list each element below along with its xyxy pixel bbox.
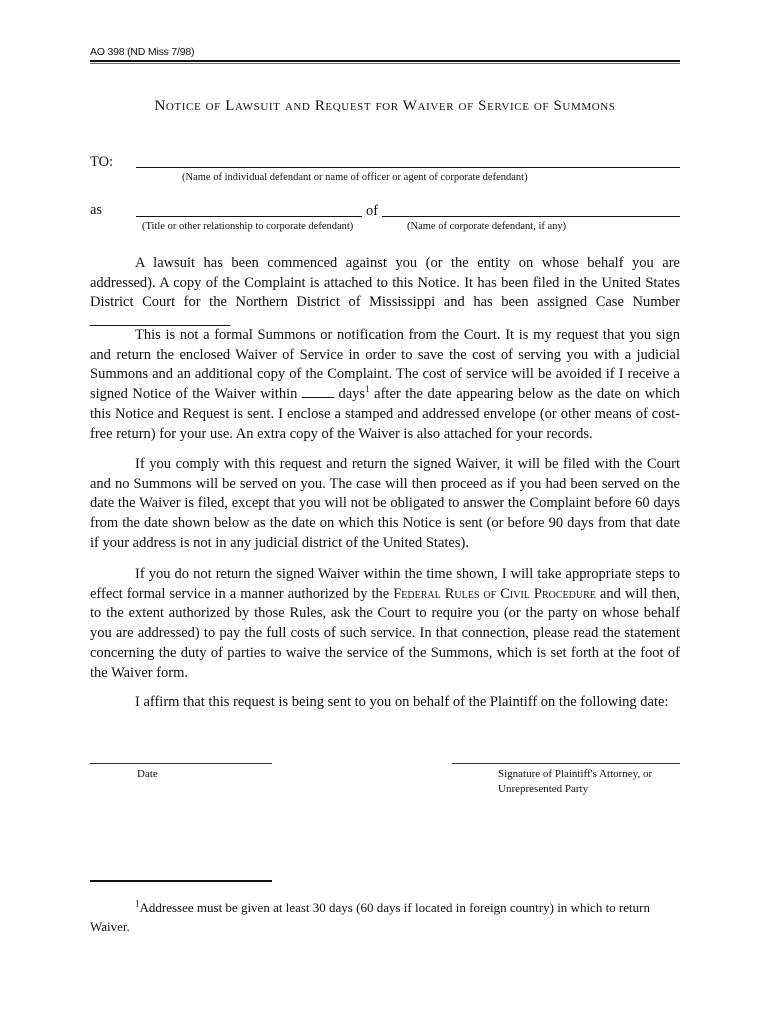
footnote-text: Addressee must be given at least 30 days (60 days if located in foreign country) in which to return Waiver. bbox=[90, 900, 650, 934]
paragraph-2-text-c: after the date appearing below as the date on which this Notice and Request is sent. I enclose a stamped and addressed envelope (or other means of cost-free return) for your use. An extra copy of the Waiver is also attached for your records. bbox=[90, 386, 681, 442]
case-number-field[interactable] bbox=[90, 313, 230, 326]
paragraph-1-text: A lawsuit has been commenced against you (or the entity on whose behalf you are addressed). A copy of the Complaint is attached to this Notice. It has been filed in the United States District Court for the Northern District of Mississippi and has been assigned Case Number bbox=[90, 255, 680, 311]
of-label: of bbox=[366, 203, 379, 219]
corporate-defendant-field[interactable] bbox=[382, 216, 680, 217]
federal-rules-reference: Federal Rules of Civil Procedure bbox=[393, 585, 596, 602]
paragraph-non-return bbox=[90, 565, 680, 683]
paragraph-affirmation: I affirm that this request is being sent to you on behalf of the Plaintiff on the following date: bbox=[135, 694, 669, 710]
paragraph-2-days: days bbox=[338, 386, 366, 403]
header-rule-thin bbox=[90, 63, 680, 64]
form-identifier: AO 398 (ND Miss 7/98) bbox=[90, 46, 195, 58]
defendant-name-caption: (Name of individual defendant or name of officer or agent of corporate defendant) bbox=[182, 172, 528, 183]
signature-label-line-2: Unrepresented Party bbox=[498, 783, 589, 795]
paragraph-lawsuit-notice bbox=[90, 254, 680, 333]
footnote bbox=[90, 898, 680, 936]
as-label: as bbox=[90, 202, 103, 218]
paragraph-2-text-a: This is not a formal Summons or notification from the Court. It is my request that you sign and return the enclosed Waiver of Service in order to save the cost of serving you with a judicial Summons and an additional copy of the Complaint. The cost of service will be avoided if I receive a signed Notice of the Waiver within bbox=[90, 327, 680, 403]
header-rule bbox=[90, 60, 680, 62]
corporate-defendant-caption: (Name of corporate defendant, if any) bbox=[407, 221, 567, 232]
paragraph-4-text-b: and will then, to the extent authorized by those Rules, ask the Court to require you (or the party on whose behalf you are addressed) to pay the full costs of such service. In that connection, please read the statement concerning the duty of parties to waive the service of the Summons, which is set forth at the foot of the Waiver form. bbox=[90, 585, 681, 681]
date-label: Date bbox=[137, 768, 158, 780]
footnote-marker: 1 bbox=[135, 898, 140, 909]
footnote-reference: 1 bbox=[365, 384, 370, 395]
paragraph-4-text-a: If you do not return the signed Waiver within the time shown, I will take appropriate steps to effect formal service in a manner authorized by the bbox=[90, 566, 680, 602]
defendant-name-field[interactable] bbox=[136, 167, 680, 168]
footnote-rule bbox=[90, 880, 272, 882]
paragraph-compliance: If you comply with this request and return the signed Waiver, it will be filed with the Court and no Summons will be served on you. The case will then proceed as if you had been served on the date the Waiver is filed, except that you will not be obligated to answer the Complaint before 60 days from the date shown below as the date on which this Notice is sent (or before 90 days from that date if your address is not in any judicial district of the United States). bbox=[90, 456, 680, 551]
signature-line[interactable] bbox=[452, 763, 680, 764]
title-relationship-caption: (Title or other relationship to corporate defendant) bbox=[142, 221, 354, 232]
days-field[interactable] bbox=[302, 385, 334, 398]
signature-label bbox=[498, 767, 652, 797]
document-title: Notice of Lawsuit and Request for Waiver of Service of Summons bbox=[154, 98, 616, 114]
title-relationship-field[interactable] bbox=[136, 216, 362, 217]
signature-label-line-1: Signature of Plaintiff's Attorney, or bbox=[498, 768, 653, 780]
to-label: TO: bbox=[90, 154, 114, 170]
date-line[interactable] bbox=[90, 763, 272, 764]
paragraph-waiver-request bbox=[90, 326, 680, 444]
